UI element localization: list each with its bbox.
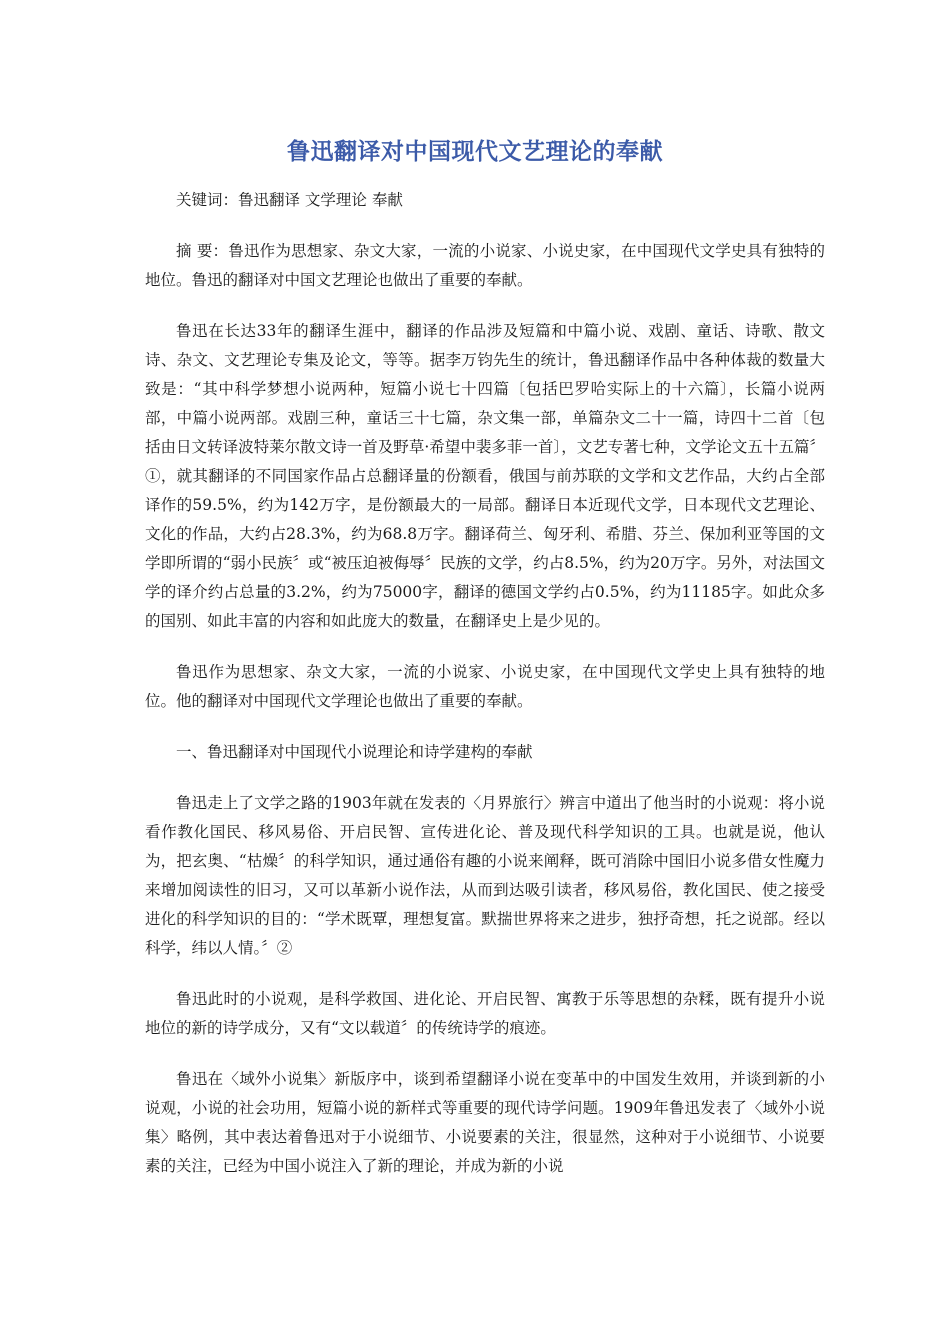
keywords-line: 关键词：鲁迅翻译 文学理论 奉献 xyxy=(176,191,403,209)
body-paragraph: 鲁迅此时的小说观，是科学救国、进化论、开启民智、寓教于乐等思想的杂糅，既有提升小说地位的新的诗学成分，又有“文以载道〞的传统诗学的痕迹。 xyxy=(145,990,825,1037)
body-paragraph: 鲁迅在长达33年的翻译生涯中，翻译的作品涉及短篇和中篇小说、戏剧、童话、诗歌、散文诗、杂文、文艺理论专集及论文，等等。据李万钧先生的统计，鲁迅翻译作品中各种体裁的数量大致是：“其中科学梦想小说两种，短篇小说七十四篇〔包括巴罗哈实际上的十六篇〕，长篇小说两部，中篇小说两部。戏剧三种，童话三十七篇，杂文集一部，单篇杂文二十一篇，诗四十二首〔包括由日文转译波特莱尔散文诗一首及野草·希望中裴多菲一首〕，文艺专著七种，文学论文五十五篇〞①，就其翻译的不同国家作品占总翻译量的份额看，俄国与前苏联的文学和文艺作品，大约占全部译作的59.5%，约为142万字，是份额最大的一局部。翻译日本近现代文学，日本现代文艺理论、文化的作品，大约占28.3%，约为68.8万字。翻译荷兰、匈牙利、希腊、芬兰、保加利亚等国的文学即所谓的“弱小民族〞或“被压迫被侮辱〞民族的文学，约占8.5%，约为20万字。另外，对法国文学的译介约占总量的3.2%，约为75000字，翻译的德国文学约占0.5%，约为11185字。如此众多的国别、如此丰富的内容和如此庞大的数量，在翻译史上是少见的。 xyxy=(145,322,825,630)
abstract-paragraph: 摘 要：鲁迅作为思想家、杂文大家，一流的小说家、小说史家，在中国现代文学史具有独特的地位。鲁迅的翻译对中国文艺理论也做出了重要的奉献。 xyxy=(145,242,825,289)
document-body xyxy=(145,186,825,1203)
document-title: 鲁迅翻译对中国现代文艺理论的奉献 xyxy=(287,139,663,165)
body-paragraph: 鲁迅走上了文学之路的1903年就在发表的〈月界旅行〉辨言中道出了他当时的小说观：将小说看作教化国民、移风易俗、开启民智、宣传进化论、普及现代科学知识的工具。也就是说，他认为，把玄奥、“枯燥〞的科学知识，通过通俗有趣的小说来阐释，既可消除中国旧小说多借女性魔力来增加阅读性的旧习，又可以革新小说作法，从而到达吸引读者，移风易俗，教化国民、使之接受进化的科学知识的目的：“学术既覃，理想复富。默揣世界将来之进步，独抒奇想，托之说部。经以科学，纬以人情。〞② xyxy=(145,794,825,957)
body-paragraph: 鲁迅作为思想家、杂文大家，一流的小说家、小说史家，在中国现代文学史上具有独特的地位。他的翻译对中国现代文学理论也做出了重要的奉献。 xyxy=(145,663,825,710)
section-heading: 一、鲁迅翻译对中国现代小说理论和诗学建构的奉献 xyxy=(176,743,533,761)
body-paragraph: 鲁迅在〈域外小说集〉新版序中，谈到希望翻译小说在变革中的中国发生效用，并谈到新的小说观，小说的社会功用，短篇小说的新样式等重要的现代诗学问题。1909年鲁迅发表了〈域外小说集〉略例，其中表达着鲁迅对于小说细节、小说要素的关注，很显然，这种对于小说细节、小说要素的关注，已经为中国小说注入了新的理论，并成为新的小说 xyxy=(145,1070,825,1175)
